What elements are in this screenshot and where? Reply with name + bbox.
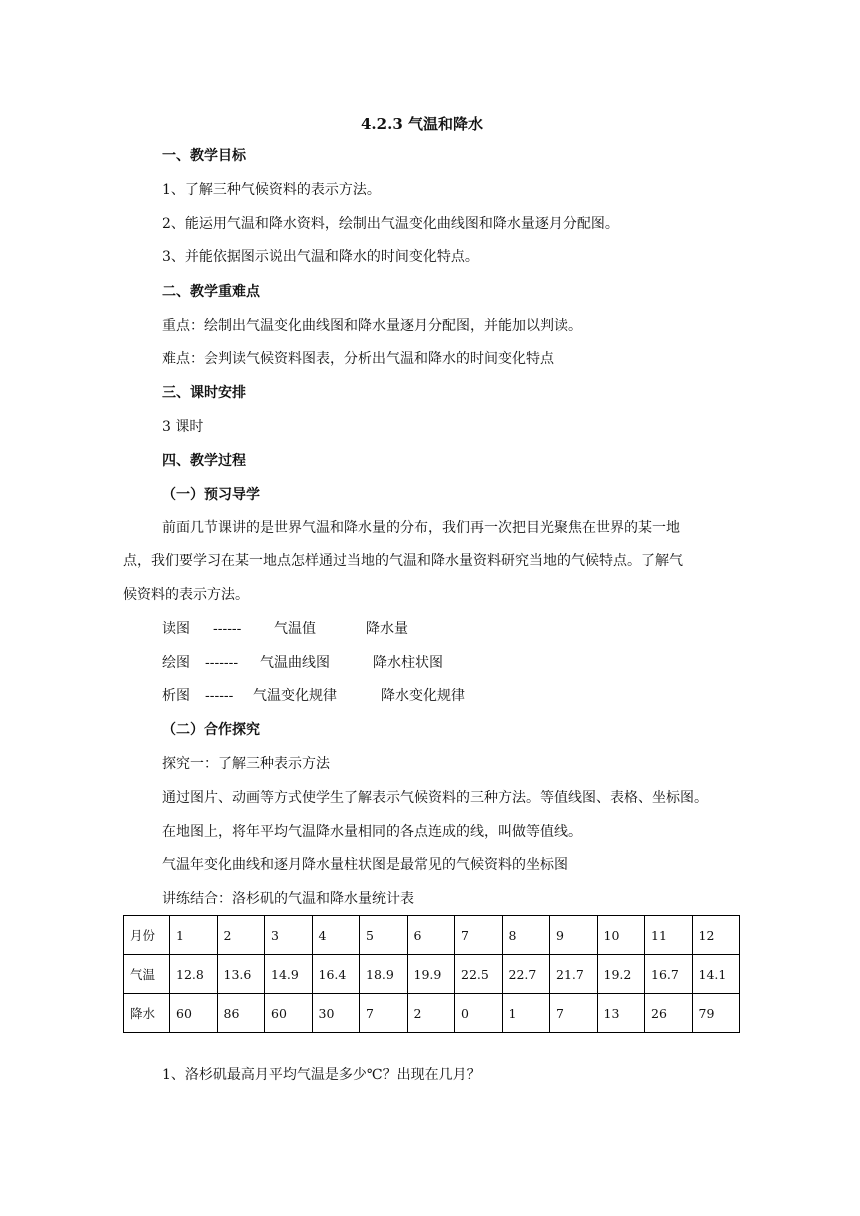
draw-row-label: 绘图 [162,655,190,671]
table-cell: 60 [170,994,218,1033]
analyze-row-label: 析图 [162,688,190,704]
draw-row-temperature: 气温曲线图 [260,655,330,671]
goal-item-3: 3、并能依据图示说出气温和降水的时间变化特点。 [162,249,479,265]
table-cell: 8 [502,916,550,955]
intro-paragraph-line-1: 前面几节课讲的是世界气温和降水量的分布，我们再一次把目光聚焦在世界的某一地 [162,520,680,536]
read-row-precipitation: 降水量 [366,621,408,637]
table-cell: 13.6 [217,955,265,994]
table-cell: 19.9 [407,955,455,994]
document-title: 4.2.3 气温和降水 [361,115,483,133]
table-cell: 4 [312,916,360,955]
climate-table [123,915,740,1033]
draw-row-precipitation: 降水柱状图 [373,655,443,671]
table-cell: 6 [407,916,455,955]
focus-key-point: 重点：绘制出气温变化曲线图和降水量逐月分配图，并能加以判读。 [162,318,582,334]
focus-difficult-point: 难点：会判读气候资料图表，分析出气温和降水的时间变化特点 [162,351,554,367]
table-cell: 11 [645,916,693,955]
table-cell: 22.5 [455,955,503,994]
table-cell: 18.9 [360,955,408,994]
table-cell: 12.8 [170,955,218,994]
table-cell: 3 [265,916,313,955]
table-cell: 0 [455,994,503,1033]
analyze-row-temperature: 气温变化规律 [253,688,337,704]
table-cell: 16.7 [645,955,693,994]
table-cell: 9 [550,916,598,955]
explore-paragraph-2: 在地图上，将年平均气温降水量相同的各点连成的线，叫做等值线。 [162,824,582,840]
goal-item-2: 2、能运用气温和降水资料，绘制出气温变化曲线图和降水量逐月分配图。 [162,216,619,232]
intro-paragraph-line-2: 点，我们要学习在某一地点怎样通过当地的气温和降水量资料研究当地的气候特点。了解气 [123,553,683,569]
explore-paragraph-3: 气温年变化曲线和逐月降水量柱状图是最常见的气候资料的坐标图 [162,857,568,873]
read-row-dash: ------ [213,621,242,637]
row-header: 月份 [124,916,170,955]
table-cell: 21.7 [550,955,598,994]
table-cell: 22.7 [502,955,550,994]
row-header: 气温 [124,955,170,994]
table-cell: 10 [597,916,645,955]
schedule-heading: 三、课时安排 [162,385,246,401]
focus-heading: 二、教学重难点 [162,284,260,300]
explore-paragraph-1: 通过图片、动画等方式使学生了解表示气候资料的三种方法。等值线图、表格、坐标图。 [162,790,708,806]
table-row-precipitation [124,994,740,1033]
process-heading: 四、教学过程 [162,453,246,469]
table-cell: 30 [312,994,360,1033]
draw-row-dash: ------- [205,655,239,671]
table-cell: 5 [360,916,408,955]
coop-heading: （二）合作探究 [162,722,260,738]
goal-item-1: 1、了解三种气候资料的表示方法。 [162,182,381,198]
table-cell: 12 [692,916,740,955]
table-cell: 60 [265,994,313,1033]
table-cell: 19.2 [597,955,645,994]
table-cell: 2 [407,994,455,1033]
row-header: 降水 [124,994,170,1033]
goals-heading: 一、教学目标 [162,148,246,164]
table-cell: 79 [692,994,740,1033]
practice-caption: 讲练结合：洛杉矶的气温和降水量统计表 [162,891,414,907]
read-row-temperature: 气温值 [274,621,316,637]
read-row-label: 读图 [162,621,190,637]
explore-one: 探究一：了解三种表示方法 [162,756,330,772]
table-cell: 7 [550,994,598,1033]
table-cell: 13 [597,994,645,1033]
table-cell: 14.9 [265,955,313,994]
table-row-temperature [124,955,740,994]
question-1: 1、洛杉矶最高月平均气温是多少℃？出现在几月？ [162,1067,481,1083]
preview-heading: （一）预习导学 [162,487,260,503]
analyze-row-precipitation: 降水变化规律 [381,688,465,704]
table-cell: 86 [217,994,265,1033]
table-cell: 7 [360,994,408,1033]
intro-paragraph-line-3: 候资料的表示方法。 [123,587,249,603]
table-cell: 26 [645,994,693,1033]
table-cell: 16.4 [312,955,360,994]
table-cell: 2 [217,916,265,955]
table-cell: 14.1 [692,955,740,994]
table-cell: 7 [455,916,503,955]
table-row-month [124,916,740,955]
analyze-row-dash: ------ [205,688,234,704]
schedule-value: 3 课时 [162,419,204,435]
table-cell: 1 [170,916,218,955]
table-cell: 1 [502,994,550,1033]
